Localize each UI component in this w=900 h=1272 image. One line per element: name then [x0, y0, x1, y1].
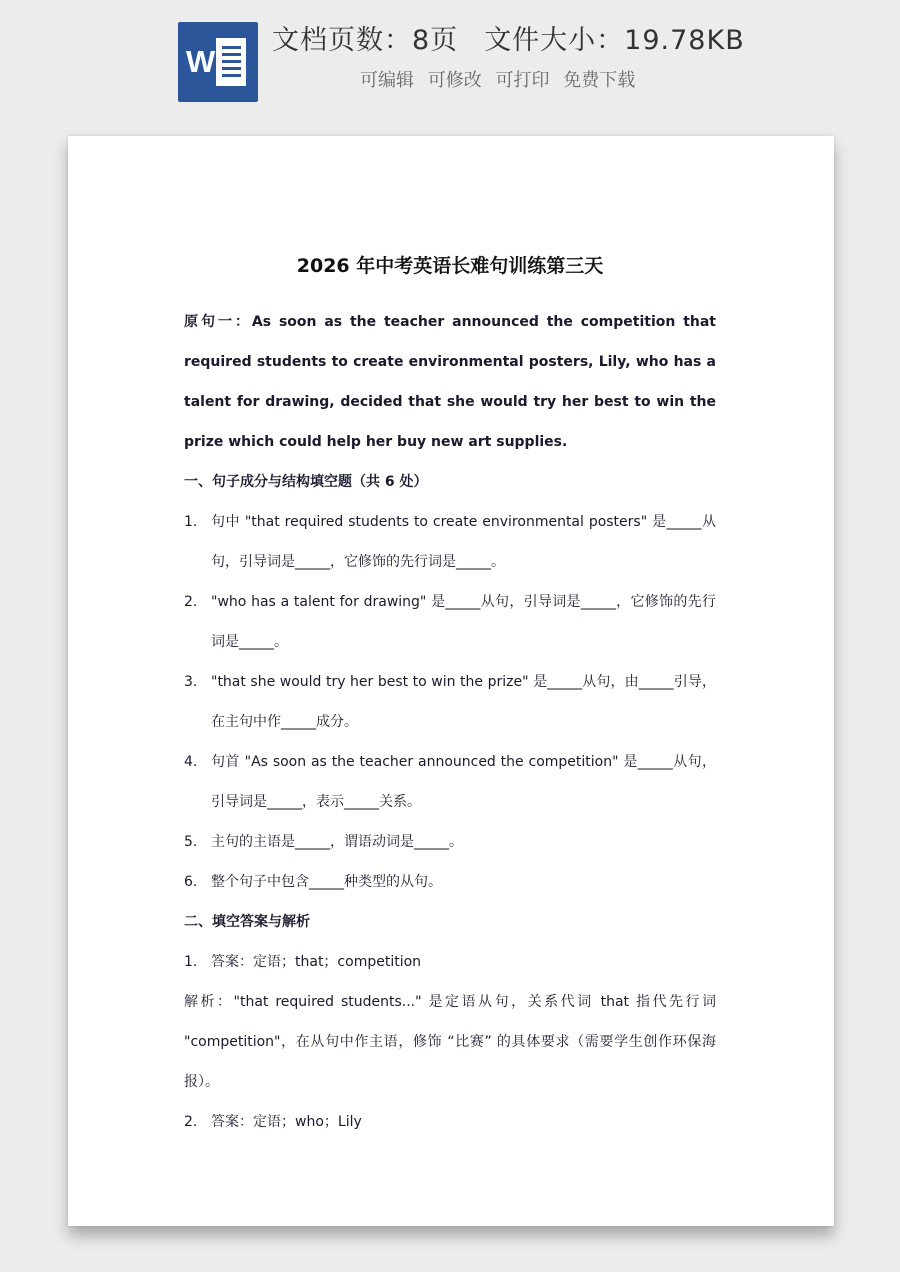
question-text: 整个句子中包含_____种类型的从句。 [211, 874, 442, 890]
question-text: "who has a talent for drawing" 是_____从句，引导词是_____，它修饰的先行词是_____。 [211, 594, 716, 650]
answer-text: 答案：定语；who；Lily [211, 1114, 362, 1130]
question-item [184, 582, 716, 662]
answer-text: 答案：定语；that；competition [211, 954, 422, 970]
original-sentence: As soon as the teacher announced the competition that required students to create environmental posters, Lily, who has a talent for drawing, decided that she would try her best to win the prize which could help her buy new art supplies. [184, 314, 716, 450]
section-heading-exercises: 一、句子成分与结构填空题（共 6 处） [184, 474, 428, 490]
document-page [68, 136, 834, 1226]
file-stats [272, 18, 745, 57]
question-number: 2. [184, 594, 198, 610]
original-sentence-paragraph [184, 302, 716, 462]
file-size: 文件大小：19.78KB [484, 25, 745, 56]
original-label: 原句一： [184, 314, 252, 330]
section-heading-answers: 二、填空答案与解析 [184, 914, 310, 930]
tag-editable: 可编辑 [360, 70, 414, 91]
document-content [184, 248, 716, 1142]
question-text: 主句的主语是_____，谓语动词是_____。 [211, 834, 463, 850]
question-item [184, 502, 716, 582]
question-item [184, 822, 716, 862]
question-text: 句首 "As soon as the teacher announced the competition" 是_____从句，引导词是_____，表示_____关系。 [211, 754, 716, 810]
word-document-icon [178, 22, 258, 102]
question-number: 1. [184, 514, 198, 530]
question-item [184, 742, 716, 822]
question-text: 句中 "that required students to create environmental posters" 是_____从句，引导词是_____，它修饰的先行词是_____。 [211, 514, 716, 570]
question-item [184, 662, 716, 742]
page-count: 文档页数：8页 [272, 25, 459, 56]
download-banner [0, 0, 900, 120]
answer-number: 1. [184, 954, 198, 970]
answer-item [184, 942, 716, 982]
question-number: 6. [184, 874, 198, 890]
question-number: 3. [184, 674, 198, 690]
question-number: 4. [184, 754, 198, 770]
question-number: 5. [184, 834, 198, 850]
question-text: "that she would try her best to win the prize" 是_____从句，由_____引导，在主句中作_____成分。 [211, 674, 716, 730]
answer-item [184, 1102, 716, 1142]
tag-printable: 可打印 [495, 70, 550, 91]
document-title: 2026 年中考英语长难句训练第三天 [296, 255, 604, 277]
analysis-paragraph: 解析："that required students..." 是定语从句，关系代词 that 指代先行词 "competition"，在从句中作主语，修饰 “比赛” 的具体要求（需要学生创作环保海报）。 [184, 994, 716, 1090]
question-item [184, 862, 716, 902]
word-logo-letter: W [186, 44, 216, 79]
feature-tags [360, 66, 643, 92]
tag-free-download: 免费下载 [563, 70, 636, 91]
answer-number: 2. [184, 1114, 198, 1130]
tag-modifiable: 可修改 [427, 70, 482, 91]
